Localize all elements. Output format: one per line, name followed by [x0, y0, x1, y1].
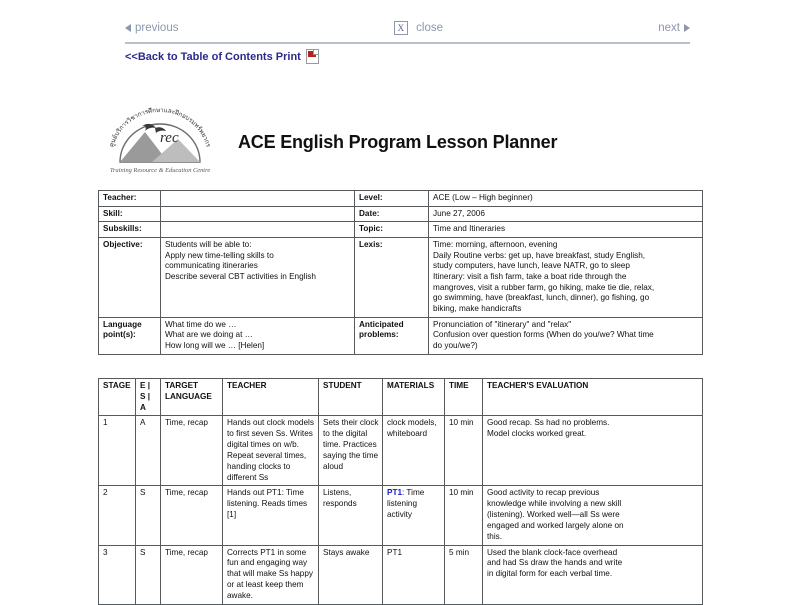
text-line: Good recap. Ss had no problems. — [487, 418, 610, 428]
breadcrumb — [125, 49, 319, 64]
cell-esa: A — [136, 416, 161, 486]
text-line: How long will we … [Helen] — [165, 340, 265, 350]
language-point-value — [161, 317, 355, 354]
text-line: Corrects PT1 in some — [227, 547, 307, 557]
close-button[interactable] — [394, 21, 443, 35]
svg-text:rec: rec — [160, 130, 179, 146]
table-row — [99, 486, 703, 545]
cell-esa: S — [136, 545, 161, 604]
text-line: fun and engaging way — [227, 558, 308, 568]
text-line: responds — [323, 499, 357, 509]
text-line: Used the blank clock-face overhead — [487, 547, 618, 557]
text-line: PT1 — [387, 547, 403, 557]
trec-logo-svg — [100, 106, 220, 178]
text-line: LANGUAGE — [165, 391, 212, 401]
text-line: Sets their clock — [323, 418, 379, 428]
triangle-left-icon — [125, 24, 131, 32]
previous-button[interactable] — [125, 22, 178, 34]
col-header-materials: MATERIALS — [383, 379, 445, 416]
teacher-label: Teacher: — [99, 191, 161, 207]
text-line: to first seven Ss. Writes — [227, 429, 313, 439]
close-label: close — [416, 22, 444, 34]
cell-time: 10 min — [445, 486, 483, 545]
text-line: A — [140, 402, 146, 412]
cell-target-language: Time, recap — [161, 486, 223, 545]
close-icon: X — [394, 21, 409, 35]
text-line: time. Practices — [323, 440, 377, 450]
text-line: Hands out clock models — [227, 418, 314, 428]
text-line: and had Ss draw the hands and write — [487, 558, 623, 568]
skill-value[interactable] — [161, 206, 355, 222]
col-header-esa — [136, 379, 161, 416]
text-line: What are we doing at … — [165, 330, 253, 340]
text-line: do you/we?) — [433, 340, 478, 350]
text-line: Stays awake — [323, 547, 370, 557]
text-line: or at least keep them — [227, 580, 304, 590]
page-title: ACE English Program Lesson Planner — [238, 131, 558, 152]
table-row — [99, 191, 703, 207]
document-header — [100, 103, 700, 181]
lesson-stage-table — [98, 378, 703, 605]
col-header-evaluation: TEACHER'S EVALUATION — [483, 379, 703, 416]
cell-stage: 2 — [99, 486, 136, 545]
cell-materials — [383, 416, 445, 486]
date-value: June 27, 2006 — [429, 206, 703, 222]
text-line: Repeat several times, — [227, 450, 307, 460]
cell-student — [319, 416, 383, 486]
pdf-icon[interactable] — [306, 49, 319, 64]
table-row — [99, 206, 703, 222]
text-line: saying the time — [323, 450, 379, 460]
text-line: mangroves, visit a rubber farm, go hiking, make tie die, relax, — [433, 282, 655, 292]
objective-value — [161, 237, 355, 317]
text-line: clock models, — [387, 418, 437, 428]
subskills-label: Subskills: — [99, 222, 161, 238]
text-line: Daily Routine verbs: get up, have breakfast, study English, — [433, 250, 646, 260]
text-line: in digital form for each verbal time. — [487, 569, 613, 579]
date-label: Date: — [355, 206, 429, 222]
lexis-label: Lexis: — [355, 237, 429, 317]
col-header-teacher: TEACHER — [223, 379, 319, 416]
text-line: engaged and worked largely alone on — [487, 520, 624, 530]
text-line: listening. Reads times — [227, 499, 308, 509]
text-line: different Ss — [227, 472, 269, 482]
previous-label: previous — [135, 22, 179, 34]
teacher-value[interactable] — [161, 191, 355, 207]
text-line: this. — [487, 531, 503, 541]
cell-materials — [383, 545, 445, 604]
text-line: communicating itineraries — [165, 261, 258, 271]
cell-evaluation — [483, 486, 703, 545]
lesson-info-table — [98, 190, 703, 355]
text-line: handing clocks to — [227, 461, 291, 471]
table-row — [99, 317, 703, 354]
nav-divider — [125, 42, 690, 44]
cell-teacher — [223, 486, 319, 545]
anticipated-problems-value — [429, 317, 703, 354]
text-line: [1] — [227, 510, 237, 520]
text-line: go swimming, have (breakfast, lunch, dinner), go fishing, go — [433, 293, 650, 303]
table-row — [99, 237, 703, 317]
cell-esa: S — [136, 486, 161, 545]
table-row — [99, 222, 703, 238]
text-line: knowledge while involving a new skill — [487, 499, 622, 509]
cell-target-language: Time, recap — [161, 416, 223, 486]
anticipated-problems-label — [355, 317, 429, 354]
text-line: Anticipated — [359, 319, 404, 329]
text-line: aloud — [323, 461, 344, 471]
cell-evaluation — [483, 416, 703, 486]
topic-value: Time and Itineraries — [429, 222, 703, 238]
triangle-right-icon — [684, 24, 690, 32]
text-line: Describe several CBT activities in English — [165, 271, 316, 281]
cell-time: 5 min — [445, 545, 483, 604]
next-button[interactable] — [658, 22, 690, 34]
table-row — [99, 416, 703, 486]
text-line: What time do we … — [165, 319, 237, 329]
text-line: Listens, — [323, 488, 352, 498]
text-line: Good activity to recap previous — [487, 488, 600, 498]
text-line: Itinerary: visit a fish farm, take a boat ride through the — [433, 271, 627, 281]
logo-caption: Training Resource & Education Centre — [109, 167, 211, 174]
text-line: (listening). Worked well—all Ss were — [487, 510, 620, 520]
table-header-row — [99, 379, 703, 416]
text-line: TARGET — [165, 381, 199, 390]
text-line: Pronunciation of "itinerary" and "relax" — [433, 319, 572, 329]
text-line: Apply new time-telling skills to — [165, 250, 274, 260]
col-header-time: TIME — [445, 379, 483, 416]
cell-stage: 1 — [99, 416, 136, 486]
text-line: Students will be able to: — [165, 239, 252, 249]
level-value: ACE (Low – High beginner) — [429, 191, 703, 207]
level-label: Level: — [355, 191, 429, 207]
text-line: whiteboard — [387, 429, 428, 439]
text-line: Language — [103, 319, 142, 329]
back-to-table-of-contents-print-link[interactable]: <<Back to Table of Contents Print — [125, 50, 301, 63]
text-line: Model clocks worked great. — [487, 429, 587, 439]
cell-teacher — [223, 545, 319, 604]
text-line: Hands out PT1: Time — [227, 488, 304, 498]
cell-student — [319, 545, 383, 604]
col-header-stage: STAGE — [99, 379, 136, 416]
cell-time: 10 min — [445, 416, 483, 486]
subskills-value[interactable] — [161, 222, 355, 238]
col-header-target-language — [161, 379, 223, 416]
text-line: problems: — [359, 330, 399, 340]
cell-student — [319, 486, 383, 545]
text-line: that will make Ss happy — [227, 569, 314, 579]
text-line: biking, make handicrafts — [433, 303, 522, 313]
text-line: Confusion over question forms (When do you/we? What time — [433, 330, 654, 340]
top-navigation-bar — [125, 18, 690, 38]
skill-label: Skill: — [99, 206, 161, 222]
table-row — [99, 545, 703, 604]
text-line: to the digital — [323, 429, 368, 439]
cell-teacher — [223, 416, 319, 486]
text-line: E | S | — [140, 381, 151, 401]
next-label: next — [658, 22, 680, 34]
cell-target-language: Time, recap — [161, 545, 223, 604]
cell-materials — [383, 486, 445, 545]
logo-arc-text: ศูนย์บริการวิชาการศึกษาและฝึกอบรมทรัพยากร — [108, 106, 212, 148]
col-header-student: STUDENT — [319, 379, 383, 416]
material-description: : Time listening activity — [387, 488, 425, 520]
objective-label: Objective: — [99, 237, 161, 317]
text-line: point(s): — [103, 330, 136, 340]
trec-logo — [100, 106, 220, 178]
topic-label: Topic: — [355, 222, 429, 238]
language-point-label — [99, 317, 161, 354]
text-line: digital times on w/b. — [227, 440, 299, 450]
text-line: study computers, have lunch, leave NATR, go to sleep — [433, 261, 630, 271]
cell-stage: 3 — [99, 545, 136, 604]
material-link[interactable]: PT1 — [387, 488, 403, 498]
text-line: Time: morning, afternoon, evening — [433, 239, 558, 249]
cell-evaluation — [483, 545, 703, 604]
text-line: awake. — [227, 590, 253, 600]
lexis-value — [429, 237, 703, 317]
